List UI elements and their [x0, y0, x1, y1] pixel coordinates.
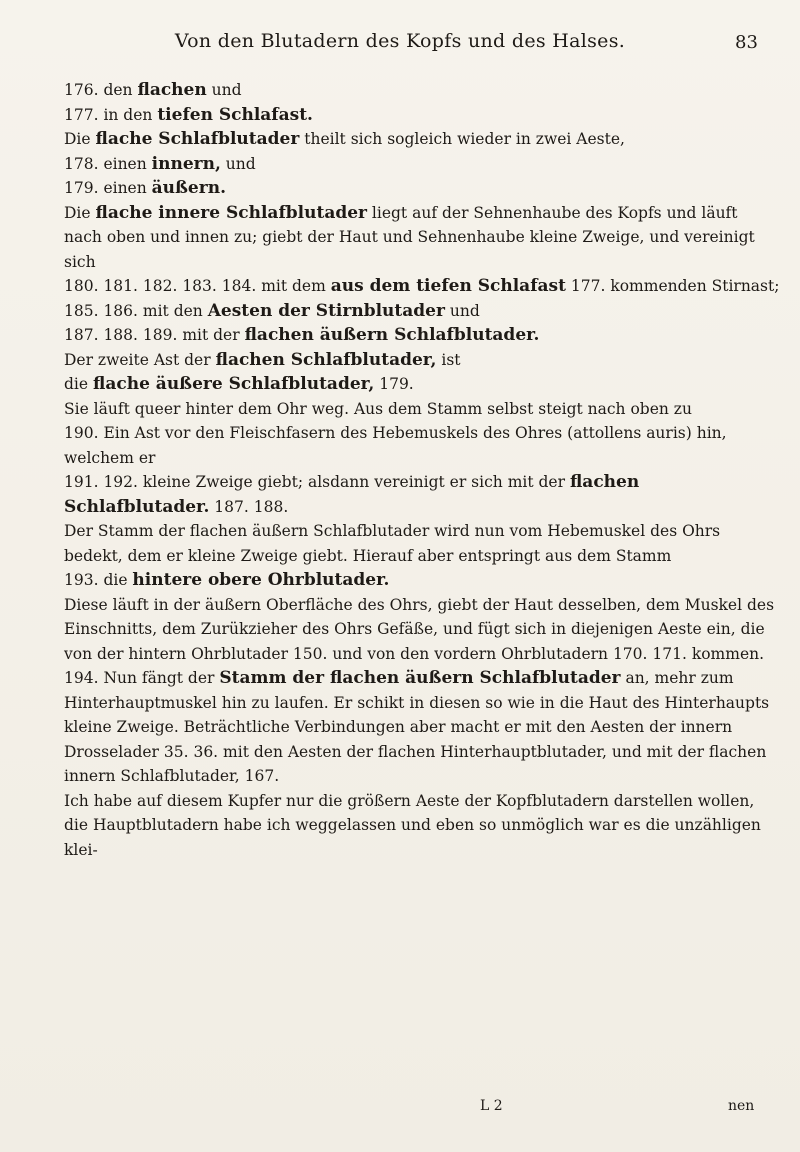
text-line: 187. 188. 189. mit der flachen äußern Schlafblutader. — [64, 325, 540, 345]
text-line: Sie läuft queer hinter dem Ohr weg. Aus dem Stamm selbst steigt nach oben zu — [64, 399, 692, 418]
text-line: 178. einen innern, und — [64, 153, 256, 174]
running-title: Von den Blutadern des Kopfs und des Halses. — [174, 30, 626, 52]
text-line: 179. einen äußern. — [64, 178, 226, 198]
catchword: nen — [728, 1098, 755, 1114]
text-line: 180. 181. 182. 183. 184. mit dem aus dem tiefen Schlafast 177. kommenden Stirnast; — [64, 276, 780, 296]
text-paragraph: 190. Ein Ast vor den Fleischfasern des Hebemuskels des Ohres (attollens auris) hin, welchem er — [64, 424, 727, 467]
signature-mark: L 2 — [480, 1098, 503, 1114]
text-line: 193. die hintere obere Ohrblutader. — [64, 570, 390, 590]
text-paragraph: Die flache innere Schlafblutader liegt auf der Sehnenhaube des Kopfs und läuft nach oben und innen zu; giebt der Haut und Sehnenhaube kleine Zweige, und vereinigt sich — [64, 202, 755, 271]
page-header — [0, 30, 800, 70]
page-number: 83 — [735, 32, 758, 53]
text-line: 177. in den tiefen Schlafast. — [64, 104, 313, 125]
text-line: die flache äußere Schlafblutader, 179. — [64, 374, 414, 394]
text-paragraph: Diese läuft in der äußern Oberfläche des Ohrs, giebt der Haut desselben, dem Muskel des Einschnitts, dem Zurükzieher des Ohrs Gefäße, und fügt sich in diejenigen Aeste ein, die von der hintern Ohrblutader 150. und von den vordern Ohrblutadern 170. 171. kommen. — [64, 595, 775, 663]
text-paragraph: 194. Nun fängt der Stamm der flachen äußern Schlafblutader an, mehr zum Hinterhauptmuskel hin zu laufen. Er schikt in diesen so wie in die Haut des Hinterhaupts kleine Zweige. Beträchtliche Verbindungen aber macht er mit den Aesten der innern Drosselader 35. 36. mit den Aesten der flachen Hinterhauptblutader, und mit der flachen innern Schlafblutader, 167. — [64, 668, 770, 785]
text-line: Die flache Schlafblutader theilt sich sogleich wieder in zwei Aeste, — [64, 129, 625, 149]
text-paragraph: Der Stamm der flachen äußern Schlafblutader wird nun vom Hebemuskel des Ohrs bedekt, dem er kleine Zweige giebt. Hierauf aber entspringt aus dem Stamm — [64, 522, 721, 565]
text-line: 185. 186. mit den Aesten der Stirnblutader und — [64, 300, 480, 321]
text-line: Der zweite Ast der flachen Schlafblutader, ist — [64, 349, 461, 370]
text-paragraph: 191. 192. kleine Zweige giebt; alsdann vereinigt er sich mit der flachen Schlafblutader. 187. 188. — [64, 472, 640, 517]
body-text — [40, 78, 780, 862]
text-paragraph: Ich habe auf diesem Kupfer nur die größern Aeste der Kopfblutadern darstellen wollen, die Hauptblutadern habe ich weggelassen und eben so unmöglich war es die unzähligen klei- — [64, 791, 761, 859]
text-line: 176. den flachen und — [64, 80, 242, 100]
